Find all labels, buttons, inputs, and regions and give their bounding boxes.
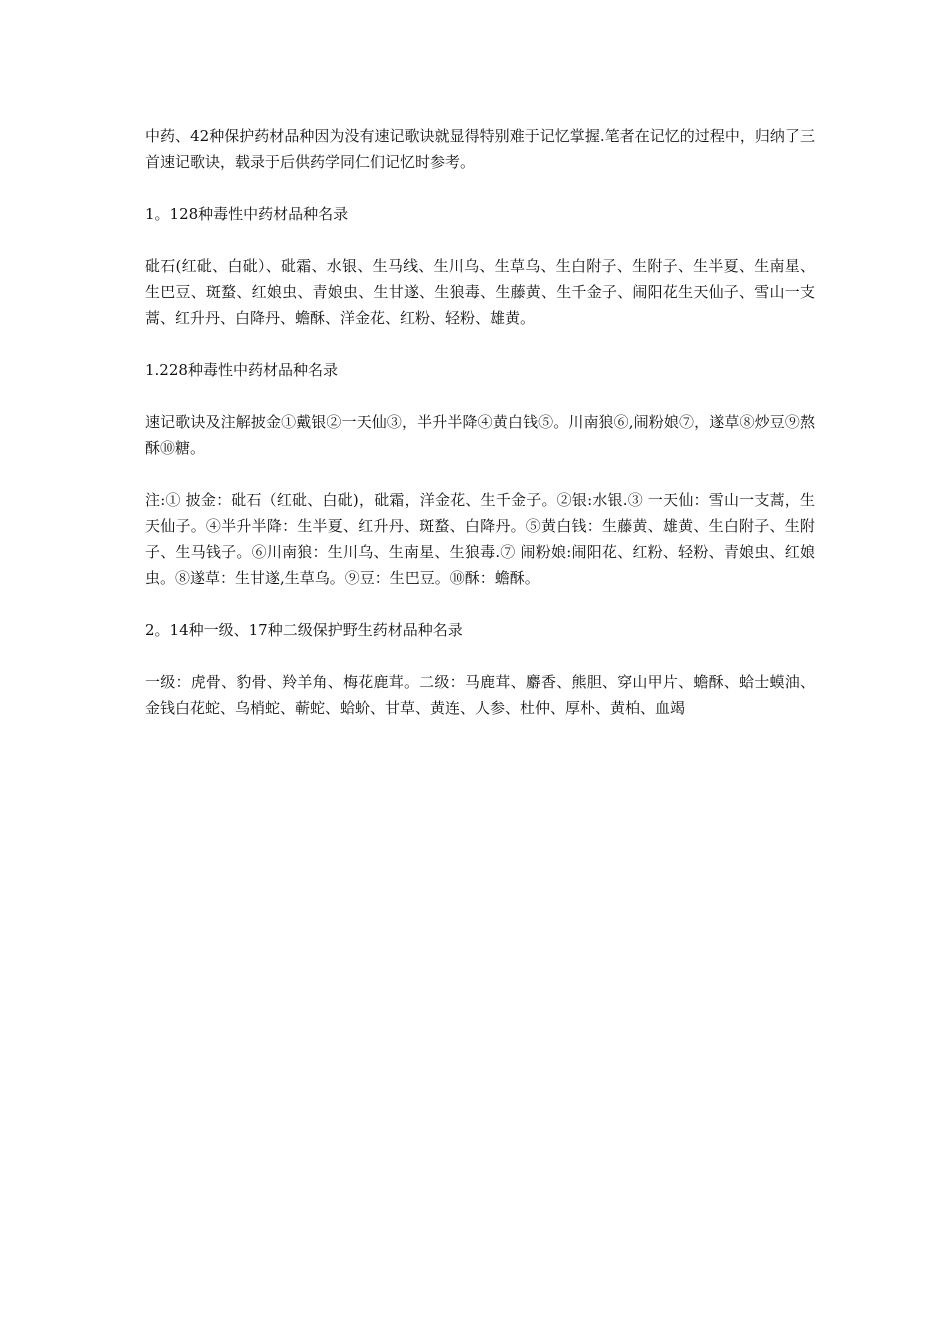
section-2-heading: 1.228种毒性中药材品种名录: [145, 361, 338, 379]
document-body: [145, 123, 815, 747]
section-3-list: 一级：虎骨、豹骨、羚羊角、梅花鹿茸。二级：马鹿茸、麝香、熊胆、穿山甲片、蟾酥、蛤士蟆油、金钱白花蛇、乌梢蛇、蕲蛇、蛤蚧、甘草、黄连、人参、杜仲、厚朴、黄柏、血竭: [145, 673, 815, 717]
section-3-heading: 2。14种一级、17种二级保护野生药材品种名录: [145, 621, 463, 639]
section-1-heading: 1。128种毒性中药材品种名录: [145, 205, 349, 223]
mnemonic-paragraph: 速记歌诀及注解披金①戴银②一天仙③，半升半降④黄白钱⑤。川南狼⑥,闹粉娘⑦，遂草⑧炒豆⑨熬酥⑩糖。: [145, 413, 815, 457]
section-1-list: 砒石(红砒、白砒）、砒霜、水银、生马线、生川乌、生草乌、生白附子、生附子、生半夏、生南星、生巴豆、斑蝥、红娘虫、青娘虫、生甘遂、生狼毒、生藤黄、生千金子、闹阳花生天仙子、雪山一支蒿、红升丹、白降丹、蟾酥、洋金花、红粉、轻粉、雄黄。: [145, 257, 815, 327]
mnemonic-notes: 注:① 披金：砒石（红砒、白砒)，砒霜，洋金花、生千金子。②银:水银.③ 一天仙：雪山一支蒿，生天仙子。④半升半降：生半夏、红升丹、斑蝥、白降丹。⑤黄白钱：生藤黄、雄黄、生白附子、生附子、生马钱子。⑥川南狼：生川乌、生南星、生狼毒.⑦ 闹粉娘:闹阳花、红粉、轻粉、青娘虫、红娘虫。⑧遂草：生甘遂,生草乌。⑨豆：生巴豆。⑩酥：蟾酥。: [145, 491, 815, 587]
intro-paragraph: 中药、42种保护药材品种因为没有速记歌诀就显得特别难于记忆掌握.笔者在记忆的过程中，归纳了三首速记歌诀，载录于后供药学同仁们记忆时参考。: [145, 127, 815, 171]
